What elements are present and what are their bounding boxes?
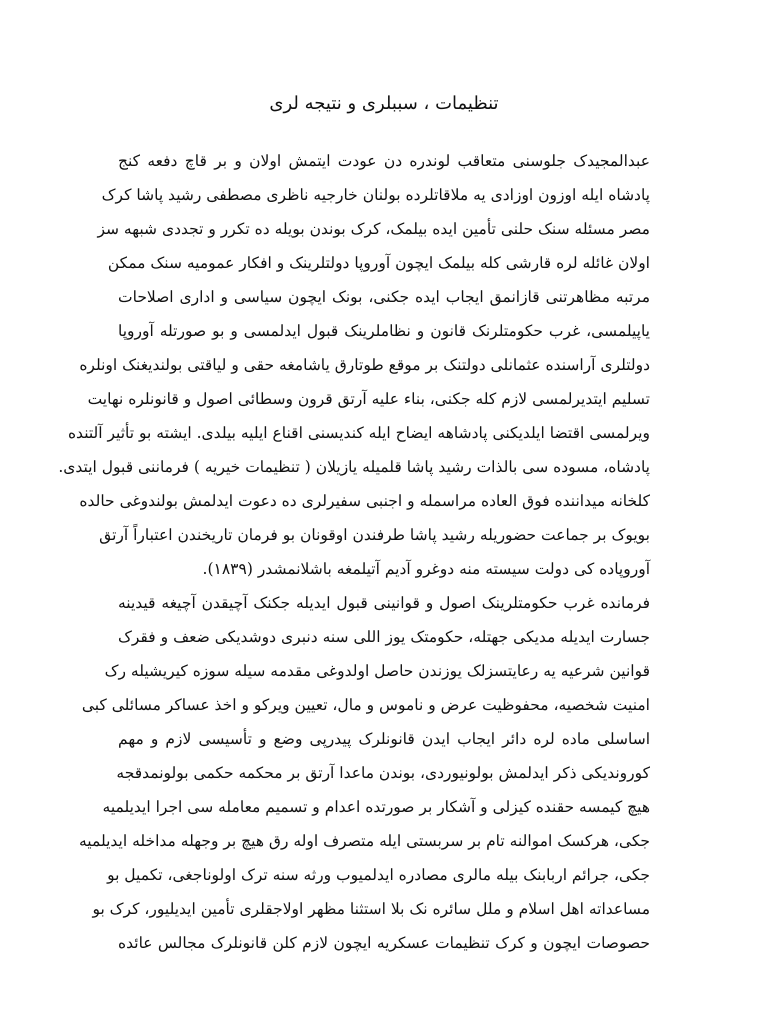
text-line: کوروندیکی ذکر ایدلمش بولونیوردی، بوندن ماعدا آرتق بر محکمه حکمی بولونمدقجه [116, 764, 650, 782]
text-line: اساسلی ماده لره دائر ایجاب ایدن قانونلرک پیدرپی وضع و تأسیسی لازم و مهم [118, 730, 650, 748]
text-line: هیچ کیمسه حقنده کیزلی و آشکار بر صورتده اعدام و تسمیم معامله سی اجرا ایدیلمیه [102, 798, 650, 816]
text-line: عبدالمجیدک جلوسنی متعاقب لوندره دن عودت ایتمش اولان و بر قاچ دفعه کنج [118, 152, 650, 170]
text-line: پادشاه، مسوده سی بالذات رشید پاشا قلمیله یازیلان ( تنظیمات خیریه ) فرماننی قبول ایتدی. [58, 458, 650, 476]
text-line: جکی، هرکسک اموالنه تام بر سربستی ایله متصرف اوله رق هیچ بر وجهله مداخله ایدیلمیه [79, 832, 650, 850]
text-line: پادشاه ایله اوزون اوزادی یه ملاقاتلرده بولنان خارجیه ناظری مصطفی رشید پاشا کرک [101, 186, 650, 204]
text-line: امنیت شخصیه، محفوظیت عرض و ناموس و مال، تعیین ویرکو و اخذ عساکر مسائلی کبی [81, 696, 650, 714]
page-title: تنظیمات ، سببلری و نتیجه لری [269, 93, 499, 114]
text-line: اولان غائله لره قارشی کله بیلمک ایچون آوروپا دولتلرینک و افکار عمومیه سنک ممکن [107, 254, 650, 272]
text-line: آوروپاده کی دولت سیسته منه دوغرو آدیم آتیلمغه باشلانمشدر (۱۸۳۹). [202, 560, 650, 578]
text-line: کلخانه میداننده فوق العاده مراسمله و اجنبی سفیرلری ده دعوت ایدلمش بولندوغی حالده [79, 492, 650, 510]
text-line: حصوصات ایچون و کرک تنظیمات عسکریه ایچون لازم کلن قانونلرک مجالس عائده [118, 934, 650, 952]
text-line: جکی، جرائم اربابنک بیله مالری مصادره ایدلمیوب ورثه سنه ترک اولوناجغی، تکمیل بو [107, 866, 650, 884]
text-line: مرتبه مظاهرتنی قازانمق ایجاب ایده جکنی، بونک ایچون سیاسی و اداری اصلاحات [118, 288, 650, 306]
text-line: فرمانده غرب حکومتلرینک اصول و قوانینی قبول ایدیله جکنک آچیقدن آچیغه قیدینه [118, 594, 650, 612]
text-line: جسارت ایدیله مدیکی جهتله، حکومتک یوز اللی سنه دنبری دوشدیکی ضعف و فقرک [118, 628, 650, 646]
text-line: قوانین شرعیه یه رعایتسزلک یوزندن حاصل اولدوغی مقدمه سیله سوزه کیریشیله رک [104, 662, 650, 680]
text-line: بویوک بر جماعت حضوریله رشید پاشا طرفندن اوقونان بو فرمان تاریخندن اعتباراً آرتق [99, 526, 650, 544]
text-line: مصر مسئله سنک حلنی تأمین ایده بیلمک، کرک بوندن بویله ده تکرر و تجددی شبهه سز [97, 220, 650, 238]
body-text [58, 144, 650, 960]
text-line: دولتلری آراسنده عثمانلی دولتنک بر موقع طوتارق یاشامغه حقی و لیاقتی بولندیغنک اونلره [79, 356, 650, 374]
text-line: مساعداته اهل اسلام و ملل سائره نک بلا استثنا مظهر اولاجقلری تأمین ایدیلیور، کرک بو [92, 900, 650, 918]
text-line: یاپیلمسی، غرب حکومتلرنک قانون و نظاملرینک قبول ایدلمسی و بو صورتله آوروپا [118, 322, 650, 340]
text-line: تسلیم ایتدیرلمسی لازم کله جکنی، بناء علیه آرتق قرون وسطائی اصول و قانونلره نهایت [87, 390, 650, 408]
text-line: ویرلمسی اقتضا ایلدیکنی پادشاهه ایضاح ایله کندیسنی اقناع ایلیه بیلدی. ایشته بو تأثیر آلتنده [67, 424, 650, 442]
